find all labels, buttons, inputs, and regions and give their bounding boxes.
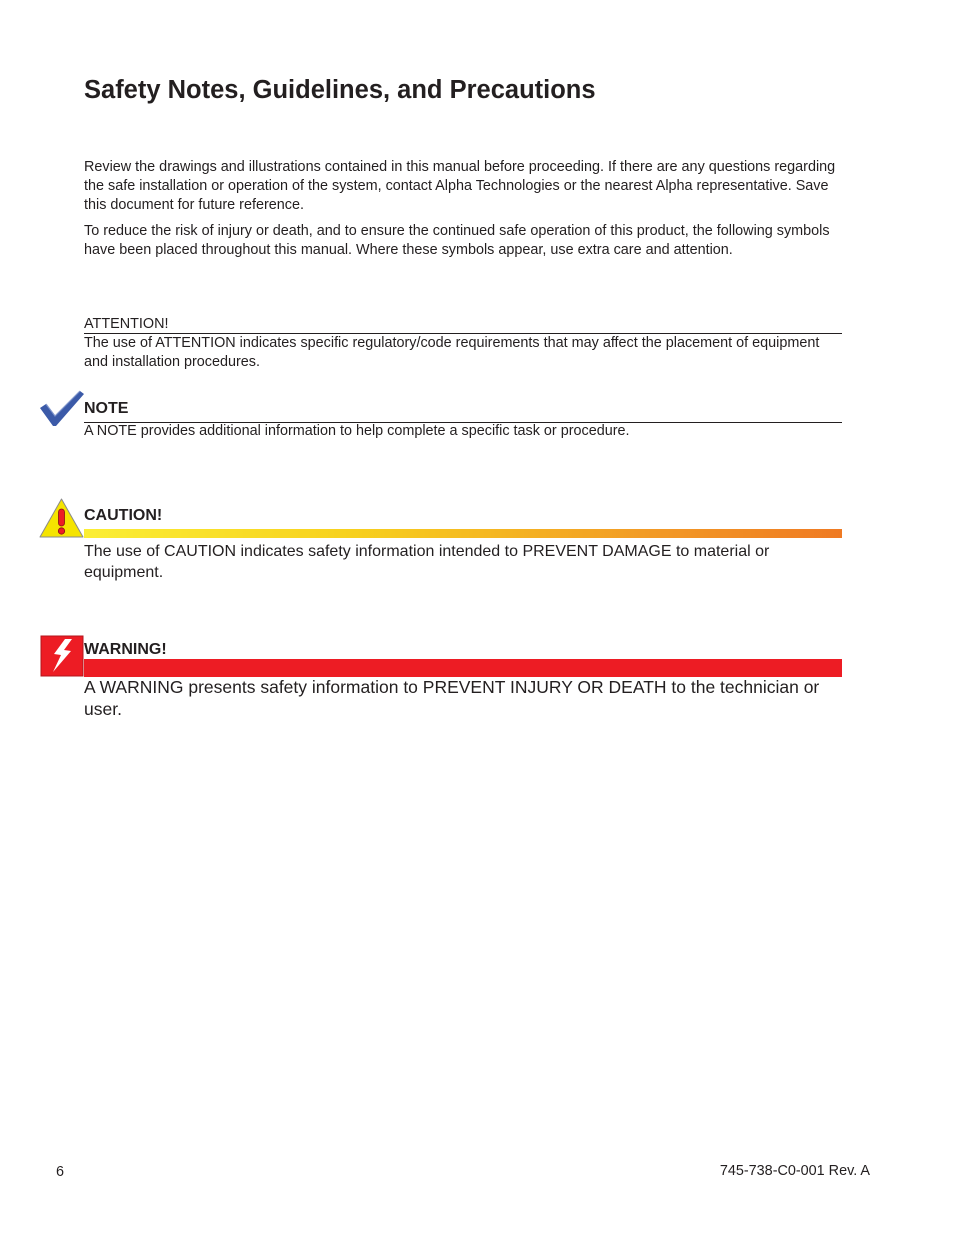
caution-triangle-icon (38, 497, 85, 539)
attention-label: ATTENTION! (84, 316, 169, 332)
warning-bar (84, 659, 842, 677)
intro-paragraph-1: Review the drawings and illustrations contained in this manual before proceeding. If there are any questions regarding the safe installation or operation of the system, contact Alpha Technologies or the nearest Alpha representative. Save this document for future reference. (84, 159, 836, 213)
lightning-bolt-icon (40, 635, 84, 677)
caution-bar (84, 529, 842, 538)
warning-text: A WARNING presents safety information to PREVENT INJURY OR DEATH to the technician or user. (84, 677, 820, 719)
intro-paragraph-2: To reduce the risk of injury or death, and to ensure the continued safe operation of this product, the following symbols have been placed throughout this manual. Where these symbols appear, use extra care and attention. (84, 223, 830, 258)
note-label: NOTE (84, 400, 129, 417)
page-number: 6 (56, 1164, 65, 1180)
checkmark-icon (38, 389, 86, 429)
document-id: 745-738-C0-001 Rev. A (719, 1163, 870, 1179)
caution-text: The use of CAUTION indicates safety information intended to PREVENT DAMAGE to material or equipment. (84, 543, 770, 581)
attention-text: The use of ATTENTION indicates specific regulatory/code requirements that may affect the placement of equipment and installation procedures. (84, 335, 820, 370)
warning-label: WARNING! (84, 641, 167, 658)
note-text: A NOTE provides additional information to help complete a specific task or procedure. (84, 423, 630, 439)
caution-label: CAUTION! (84, 507, 163, 524)
page-title: Safety Notes, Guidelines, and Precautions (84, 76, 596, 104)
